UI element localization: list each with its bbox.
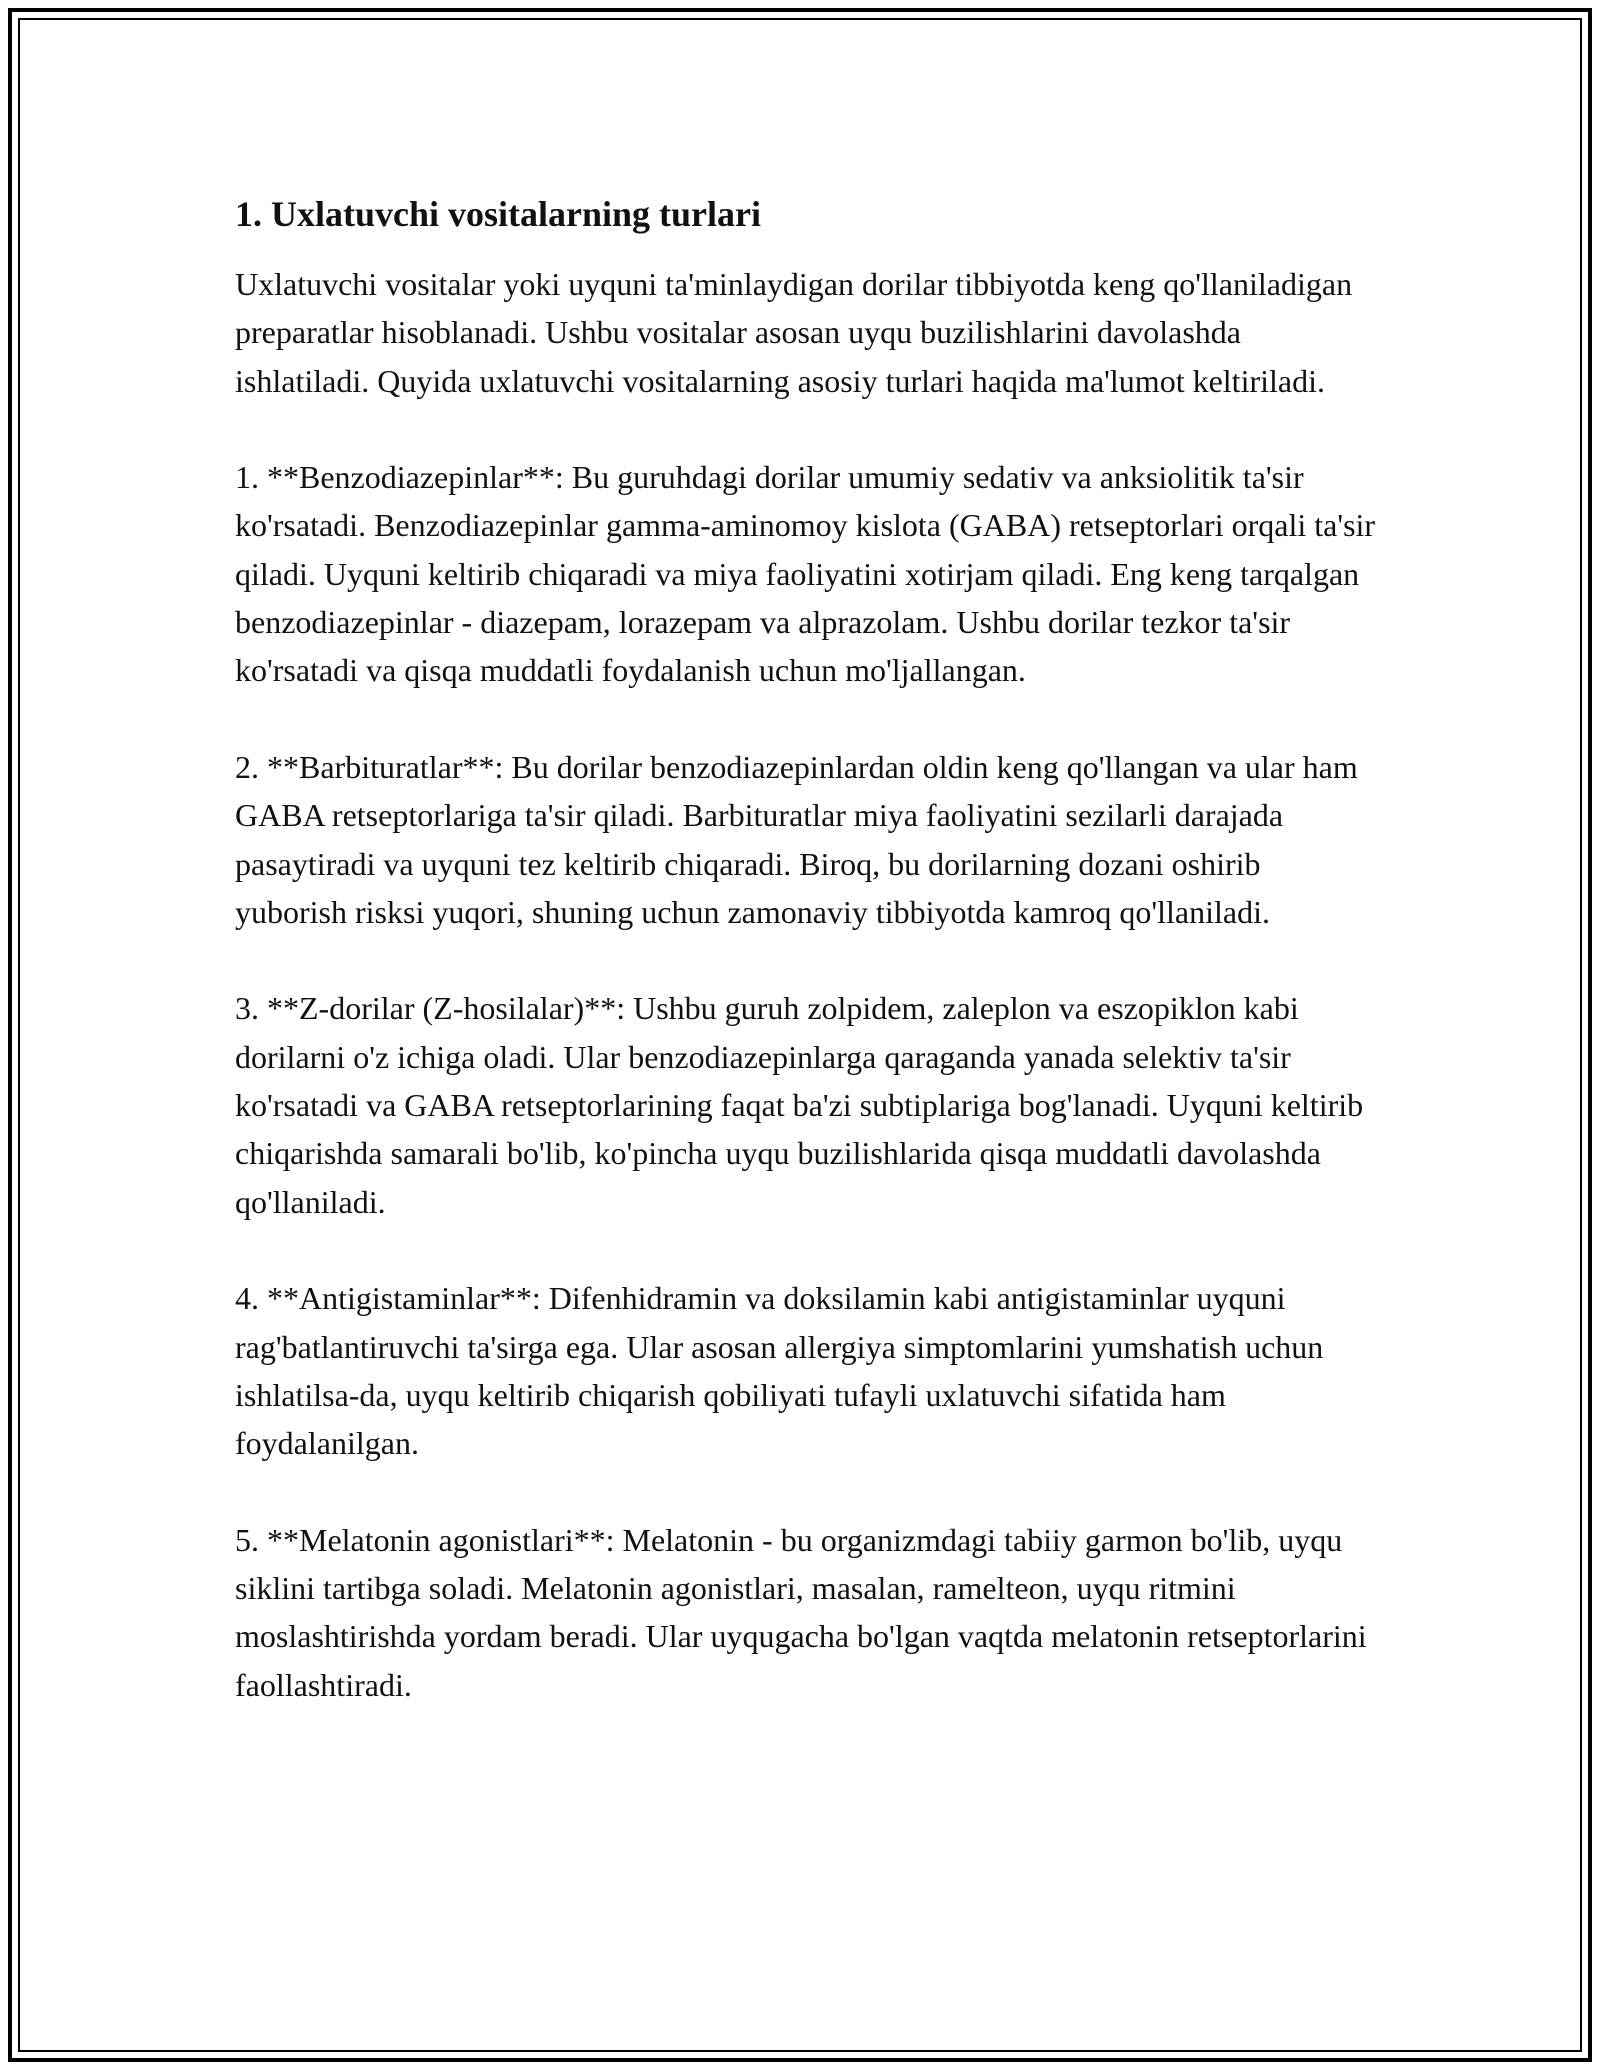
paragraph-melatonin-agonists: 5. **Melatonin agonistlari**: Melatonin - bu organizmdagi tabiiy garmon bo'lib, uyqu siklini tartibga soladi. Melatonin agonistlari, masalan, ramelteon, uyqu ritmini moslashtirishda yordam beradi. Ular uyqugacha bo'lgan vaqtda melatonin retseptorlarini faollashtiradi. xyxy=(235,1521,1367,1703)
intro-paragraph: Uxlatuvchi vositalar yoki uyquni ta'minlaydigan dorilar tibbiyotda keng qo'llaniladigan preparatlar hisoblanadi. Ushbu vositalar asosan uyqu buzilishlarini davolashda ishlatiladi. Quyida uxlatuvchi vositalarning asosiy turlari haqida ma'lumot keltiriladi. xyxy=(235,266,1353,399)
paragraph-barbiturates: 2. **Barbituratlar**: Bu dorilar benzodiazepinlardan oldin keng qo'llangan va ular ham GABA retseptorlariga ta'sir qiladi. Barbituratlar miya faoliyatini sezilarli darajada pasaytiradi va uyquni tez keltirib chiqaradi. Biroq, bu dorilarning dozani oshirib yuborish risksi yuqori, shuning uchun zamonaviy tibbiyotda kamroq qo'llaniladi. xyxy=(235,748,1358,930)
paragraph-antihistamines: 4. **Antigistaminlar**: Difenhidramin va doksilamin kabi antigistaminlar uyquni rag'batlantiruvchi ta'sirga ega. Ular asosan allergiya simptomlarini yumshatish uchun ishlatilsa-da, uyqu keltirib chiqarish qobiliyati tufayli uxlatuvchi sifatida ham foydalanilgan. xyxy=(235,1280,1324,1462)
section-heading: 1. Uxlatuvchi vositalarning turlari xyxy=(235,194,762,234)
paragraph-z-drugs: 3. **Z-dorilar (Z-hosilalar)**: Ushbu guruh zolpidem, zaleplon va eszopiklon kabi dorilarni o'z ichiga oladi. Ular benzodiazepinlarga qaraganda yanada selektiv ta'sir ko'rsatadi va GABA retseptorlarining faqat ba'zi subtiplariga bog'lanadi. Uyquni keltirib chiqarishda samarali bo'lib, ko'pincha uyqu buzilishlarida qisqa muddatli davolashda qo'llaniladi. xyxy=(235,990,1364,1220)
paragraph-benzodiazepines: 1. **Benzodiazepinlar**: Bu guruhdagi dorilar umumiy sedativ va anksiolitik ta'sir ko'rsatadi. Benzodiazepinlar gamma-aminomoy kislota (GABA) retseptorlari orqali ta'sir qiladi. Uyquni keltirib chiqaradi va miya faoliyatini xotirjam qiladi. Eng keng tarqalgan benzodiazepinlar - diazepam, lorazepam va alprazolam. Ushbu dorilar tezkor ta'sir ko'rsatadi va qisqa muddatli foydalanish uchun mo'ljallangan. xyxy=(235,459,1376,689)
document-body xyxy=(235,190,1380,1757)
